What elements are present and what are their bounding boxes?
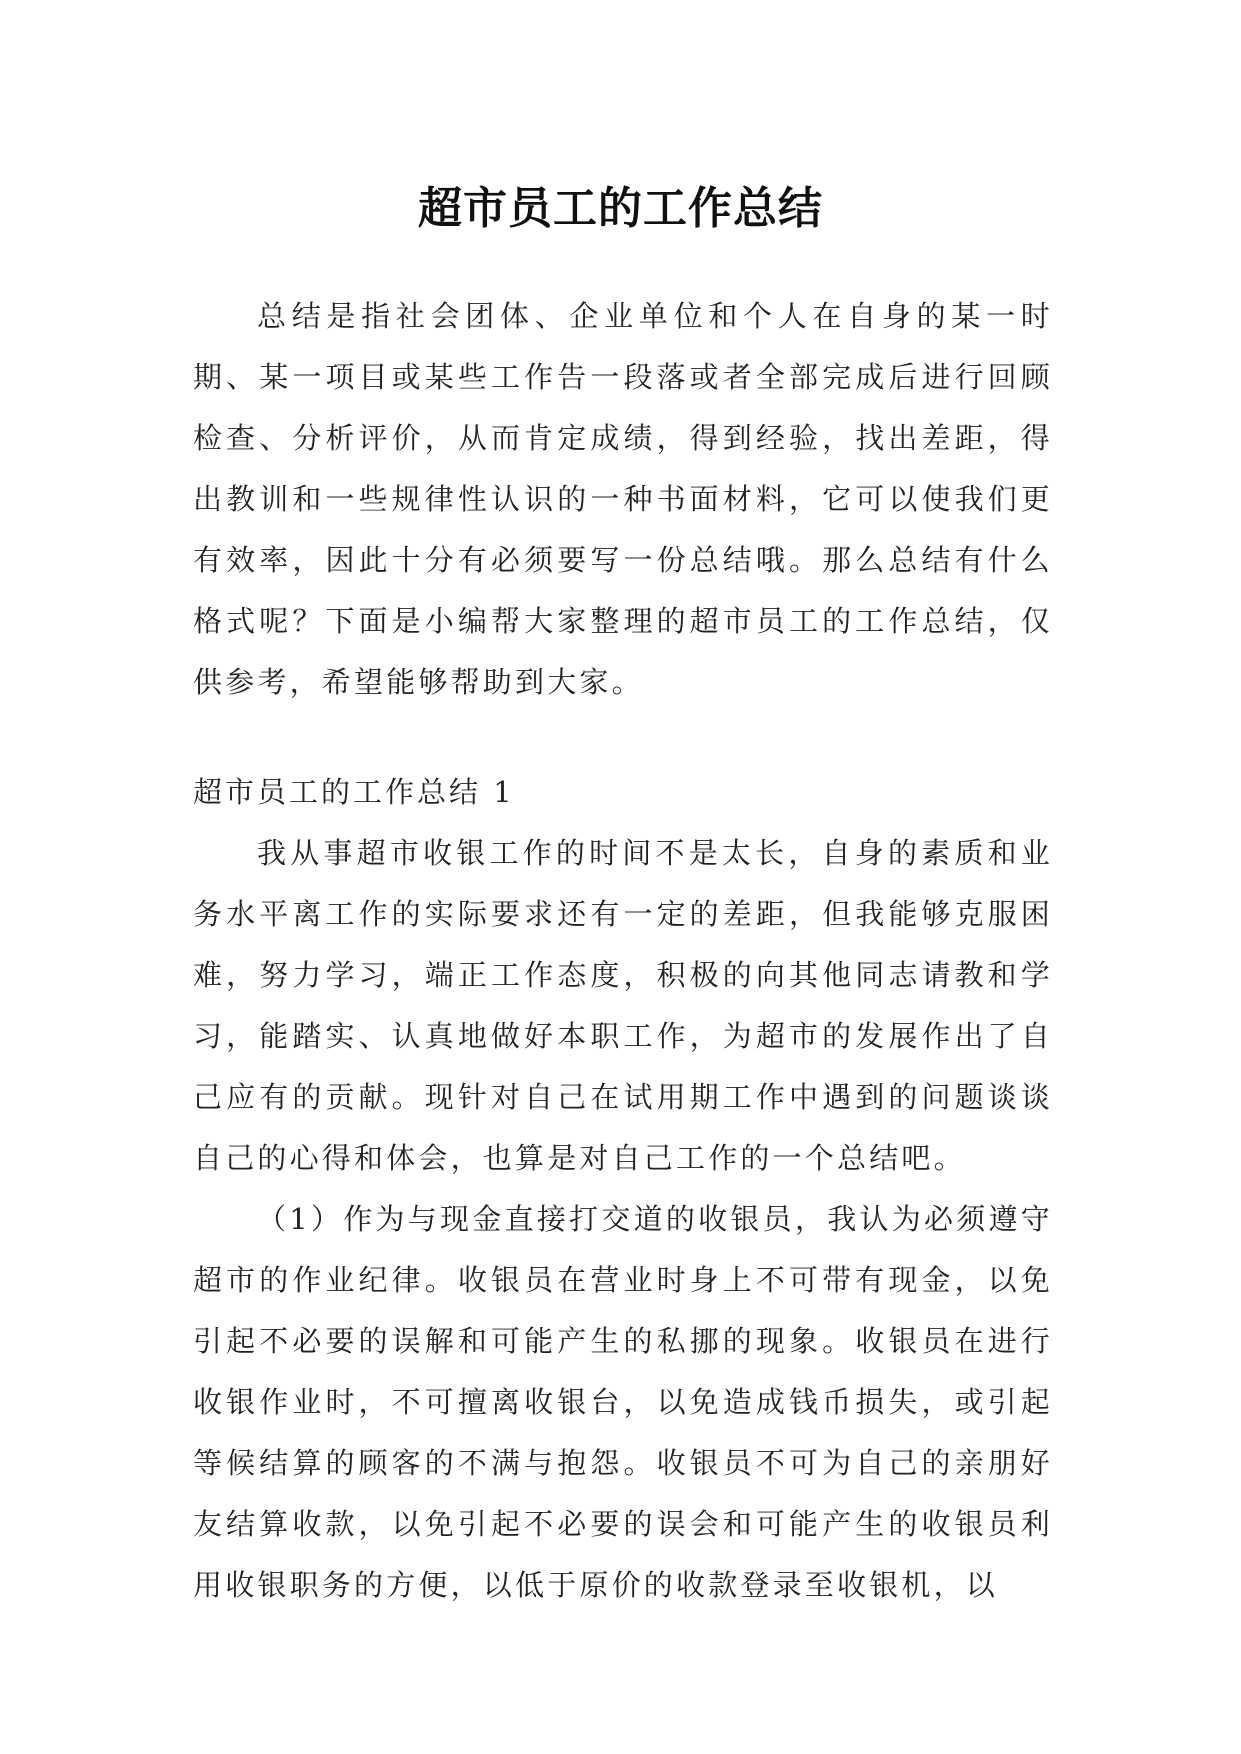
body-paragraph-1: 我从事超市收银工作的时间不是太长，自身的素质和业务水平离工作的实际要求还有一定的差距，但我能够克服困难，努力学习，端正工作态度，积极的向其他同志请教和学习，能踏实、认真地做好本职工作，为超市的发展作出了自己应有的贡献。现针对自己在试用期工作中遇到的问题谈谈自己的心得和体会，也算是对自己工作的一个总结吧。 <box>193 836 1053 1175</box>
section-body <box>193 823 1053 1616</box>
intro-section <box>193 286 1053 713</box>
intro-paragraph: 总结是指社会团体、企业单位和个人在自身的某一时期、某一项目或某些工作告一段落或者全部完成后进行回顾检查、分析评价，从而肯定成绩，得到经验，找出差距，得出教训和一些规律性认识的一种书面材料，它可以使我们更有效率，因此十分有必须要写一份总结哦。那么总结有什么格式呢？下面是小编帮大家整理的超市员工的工作总结，仅供参考，希望能够帮助到大家。 <box>193 299 1053 699</box>
section-heading: 超市员工的工作总结 1 <box>193 775 515 809</box>
body-paragraph-2: （1）作为与现金直接打交道的收银员，我认为必须遵守超市的作业纪律。收银员在营业时身上不可带有现金，以免引起不必要的误解和可能产生的私挪的现象。收银员在进行收银作业时，不可擅离收银台，以免造成钱币损失，或引起等候结算的顾客的不满与抱怨。收银员不可为自己的亲朋好友结算收款，以免引起不必要的误会和可能产生的收银员利用收银职务的方便，以低于原价的收款登录至收银机，以 <box>193 1202 1053 1602</box>
document-title: 超市员工的工作总结 <box>418 183 823 235</box>
